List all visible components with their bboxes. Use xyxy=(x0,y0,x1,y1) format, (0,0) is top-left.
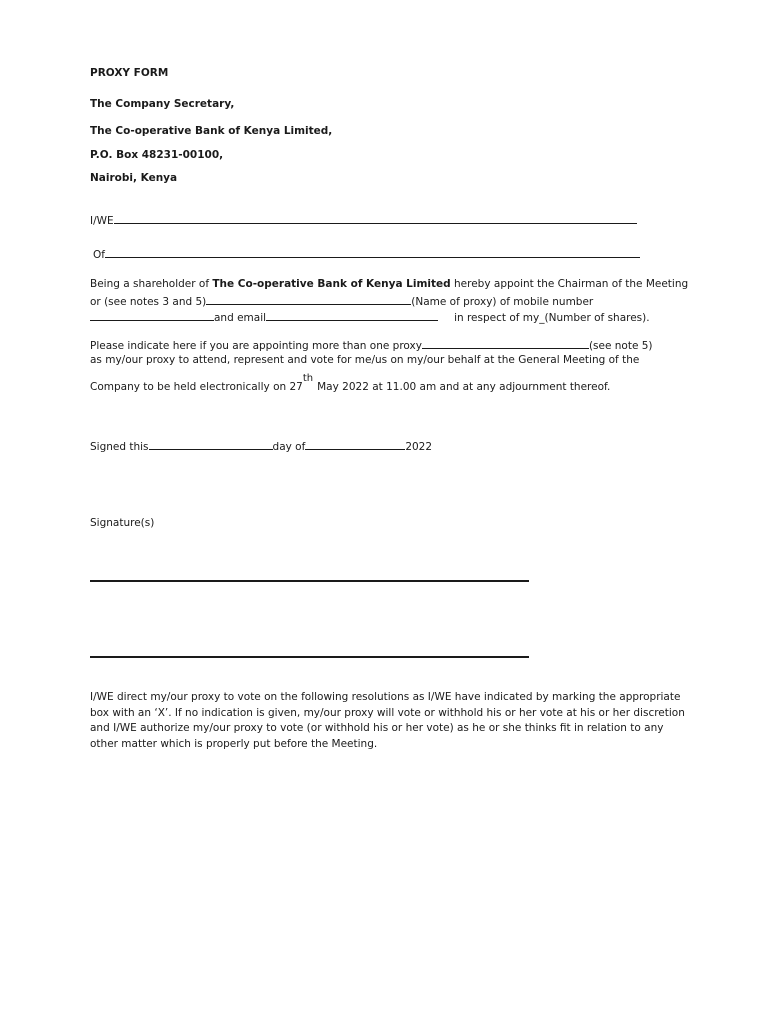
proxy-mobile-text: (Name of proxy) of mobile number xyxy=(411,296,594,308)
iwe-row xyxy=(90,212,637,228)
see-note-5-text: (see note 5) xyxy=(588,340,653,352)
appoint-company-name: The Co-operative Bank of Kenya Limited xyxy=(212,278,451,290)
of-row xyxy=(93,246,640,262)
multi-proxy-text: Please indicate here if you are appointing more than one proxy xyxy=(90,340,422,352)
proxy-name-blank[interactable] xyxy=(206,293,411,305)
address-line-secretary: The Company Secretary, xyxy=(90,98,235,110)
multi-proxy-line-2: as my/our proxy to attend, represent and vote for me/us on my/our behalf at the General Meeting of the xyxy=(90,354,640,366)
address-line-pobox: P.O. Box 48231-00100, xyxy=(90,149,224,161)
meeting-time-text: May 2022 at 11.00 am and at any adjournment thereof. xyxy=(317,381,611,393)
shares-text: in respect of my_(Number of shares). xyxy=(454,312,650,324)
signed-day-blank[interactable] xyxy=(149,438,273,450)
voting-direction-paragraph: I/WE direct my/our proxy to vote on the following resolutions as I/WE have indicated by marking the appropriate box with an ‘X’. If no indication is given, my/our proxy will vote or withhold his or her vote at his or her discretion and I/WE authorize my/our proxy to vote (or withhold his or her vote) as he or she thinks fit in relation to any other matter which is properly put before the Meeting. xyxy=(90,691,685,750)
multi-proxy-line-1 xyxy=(90,337,653,353)
signed-this-label: Signed this xyxy=(90,441,149,453)
iwe-name-blank[interactable] xyxy=(114,212,637,224)
signatures-label: Signature(s) xyxy=(90,517,155,529)
of-address-blank[interactable] xyxy=(105,246,640,258)
signed-year-text: 2022 xyxy=(405,441,433,453)
appoint-line-2 xyxy=(90,293,593,309)
of-label: Of xyxy=(93,249,105,261)
appoint-line-3 xyxy=(90,309,650,325)
appoint-text-1: Being a shareholder of xyxy=(90,278,213,290)
email-label: and email xyxy=(214,312,267,324)
form-title: PROXY FORM xyxy=(90,67,169,79)
address-line-city: Nairobi, Kenya xyxy=(90,172,178,184)
signed-row xyxy=(90,438,432,454)
mobile-number-blank[interactable] xyxy=(90,309,214,321)
address-line-company: The Co-operative Bank of Kenya Limited, xyxy=(90,125,333,137)
meeting-date-text: Company to be held electronically on 27 xyxy=(90,381,303,393)
email-blank[interactable] xyxy=(266,309,438,321)
day-of-label: day of xyxy=(272,441,306,453)
multi-proxy-line-3 xyxy=(90,373,611,395)
appoint-text-2: hereby appoint the Chairman of the Meeting xyxy=(450,278,689,290)
appoint-line-1 xyxy=(90,277,688,291)
signature-line-1[interactable] xyxy=(90,580,529,582)
signed-month-blank[interactable] xyxy=(305,438,405,450)
appoint-notes-text: or (see notes 3 and 5) xyxy=(90,296,207,308)
iwe-label: I/WE xyxy=(90,215,114,227)
multi-proxy-blank[interactable] xyxy=(422,337,589,349)
signature-line-2[interactable] xyxy=(90,656,529,658)
date-ordinal-suffix: th xyxy=(302,373,314,384)
